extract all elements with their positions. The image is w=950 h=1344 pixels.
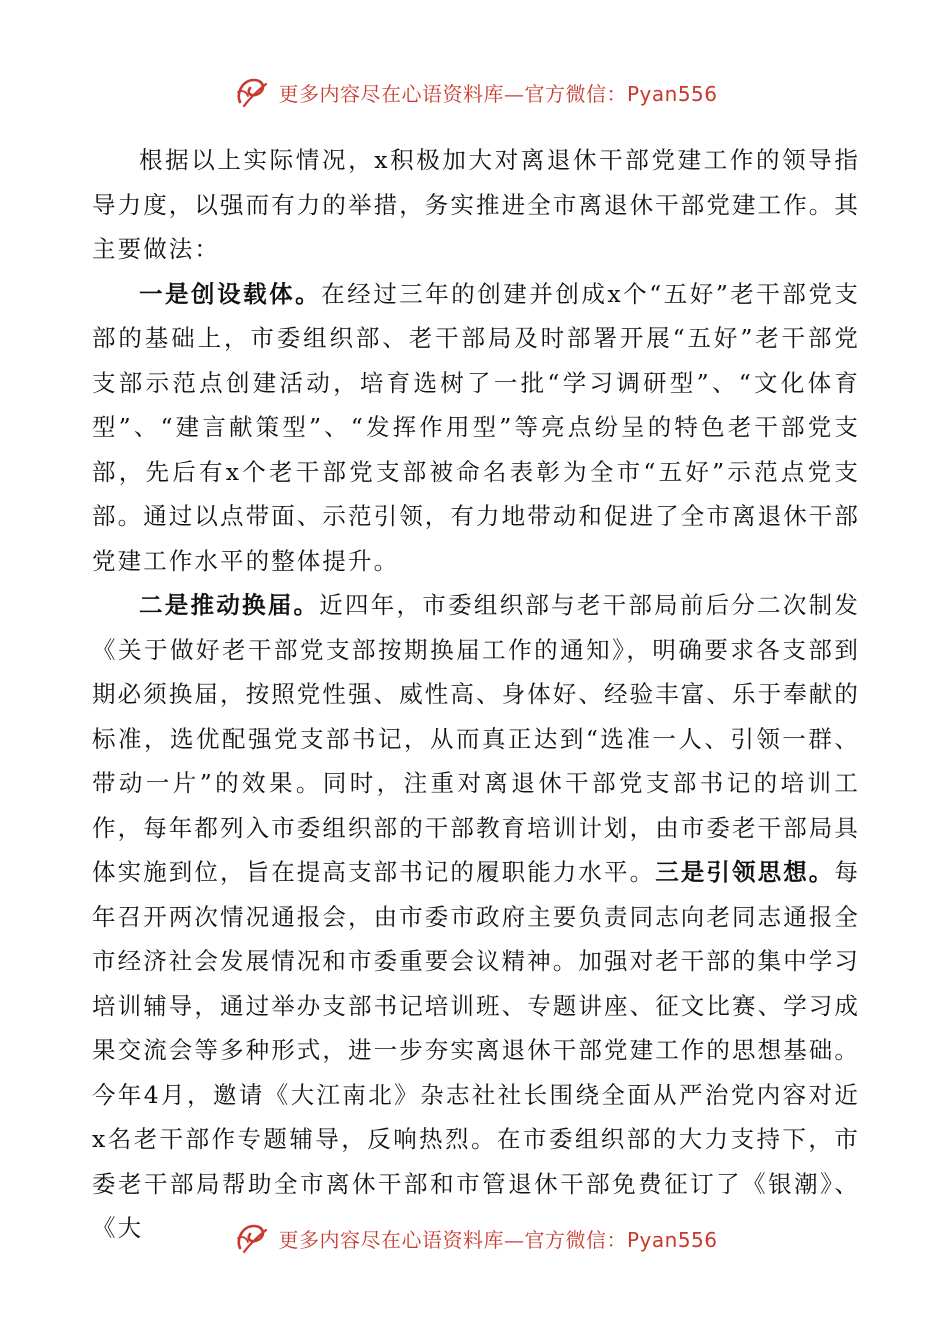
paragraph-heading: 三是引领思想。 bbox=[655, 858, 835, 886]
document-body bbox=[92, 138, 860, 1251]
signature-logo-icon bbox=[232, 1218, 272, 1258]
paragraph-text: 每年召开两次情况通报会，由市委市政府主要负责同志向老同志通报全市经济社会发展情况和市委重要会议精神。加强对老干部的集中学习培训辅导，通过举办支部书记培训班、专题讲座、征文比赛、学习成果交流会等多种形式，进一步夯实离退休干部党建工作的思想基础。今年4月，邀请《大江南北》杂志社社长围绕全面从严治党内容对近x名老干部作专题辅导，反响热烈。在市委组织部的大力支持下，市委老干部局帮助全市离休干部和市管退休干部免费征订了《银潮》、《大 bbox=[92, 858, 861, 1242]
paragraph bbox=[92, 272, 860, 584]
watermark-text: 更多内容尽在心语资料库—官方微信：Pyan556 bbox=[278, 1227, 718, 1252]
paragraph-text: 近四年，市委组织部与老干部局前后分二次制发《关于做好老干部党支部按期换届工作的通知》，明确要求各支部到期必须换届，按照党性强、威性高、身体好、经验丰富、乐于奉献的标准，选优配强党支部书记，从而真正达到“选准一人、引领一群、带动一片”的效果。同时，注重对离退休干部党支部书记的培训工作，每年都列入市委组织部的干部教育培训计划，由市委老干部局具体实施到位，旨在提高支部书记的履职能力水平。 bbox=[92, 591, 860, 886]
watermark-banner-top bbox=[0, 70, 950, 114]
signature-logo-icon bbox=[232, 72, 272, 112]
watermark-handle: Pyan556 bbox=[626, 1227, 718, 1252]
paragraph-text: 根据以上实际情况，x积极加大对离退休干部党建工作的领导指导力度，以强而有力的举措，务实推进全市离退休干部党建工作。其主要做法： bbox=[92, 146, 860, 263]
paragraph-heading: 二是推动换届。 bbox=[139, 591, 320, 619]
watermark-banner-bottom bbox=[0, 1216, 950, 1260]
watermark-handle: Pyan556 bbox=[626, 81, 718, 106]
paragraph bbox=[92, 583, 860, 1251]
watermark-text: 更多内容尽在心语资料库—官方微信：Pyan556 bbox=[278, 81, 718, 106]
paragraph-heading: 一是创设载体。 bbox=[139, 279, 322, 308]
paragraph-text: 在经过三年的创建并创成x个“五好”老干部党支部的基础上，市委组织部、老干部局及时部署开展“五好”老干部党支部示范点创建活动，培育选树了一批“学习调研型”、“文化体育型”、“建言献策型”、“发挥作用型”等亮点纷呈的特色老干部党支部，先后有x个老干部党支部被命名表彰为全市“五好”示范点党支部。通过以点带面、示范引领，有力地带动和促进了全市离退休干部党建工作水平的整体提升。 bbox=[92, 279, 860, 575]
paragraph bbox=[92, 138, 860, 272]
